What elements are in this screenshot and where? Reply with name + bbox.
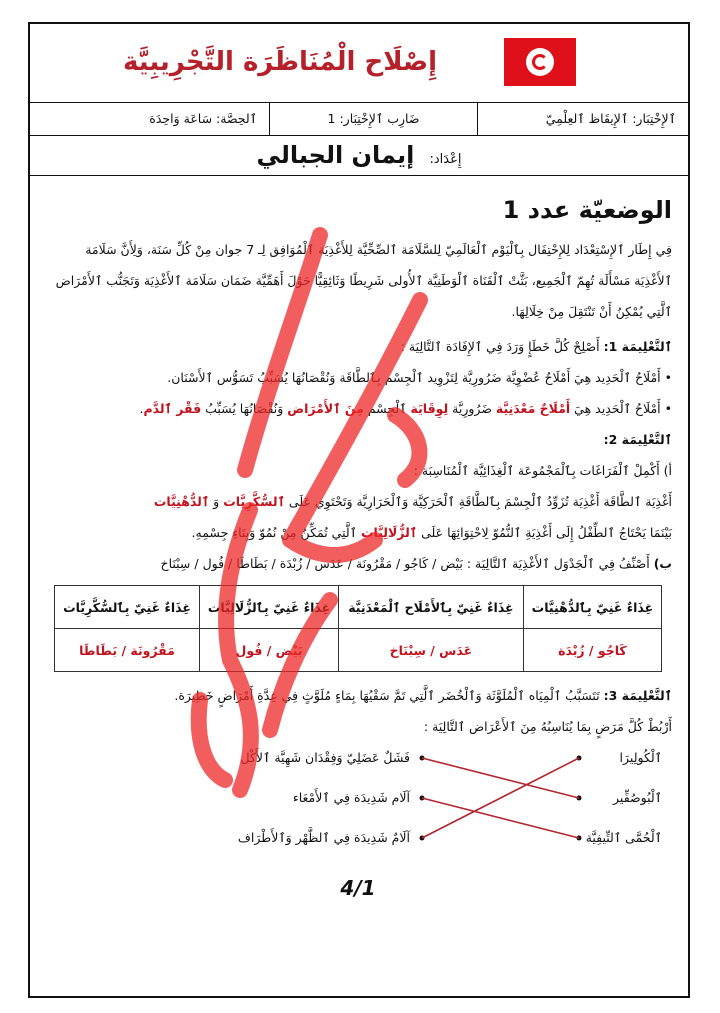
table-header-row (55, 586, 662, 629)
matching-exercise (44, 742, 672, 860)
intro-text: فِي إِطَار ٱلإِسْتِعْدَاد لِلإِحْتِفَال بِٱلْيَوْم ٱلْعَالَمِيّ لِلسَّلَامَة ٱلصِّحِّيَّة لِلأَغْذِيَة ٱلْمُوَافِق لِـ 7 جوان مِنْ كُلِّ سَنَة، وَلِأَنَّ سَلَامَة ٱلأَغْذِيَة مَسْأَلَة تُهِمّ ٱلْجَمِيع، بَثَّتْ ٱلْقَنَاة ٱلْوَطَنِيَّة ٱلأُولى شَرِيطًا وَثَائِقِيًّا حَوْلَ أَهَمِّيَّة ضَمَان سَلَامَة ٱلأَغْذِيَة وَتَجَنُّب ٱلأَمْرَاض ٱلَّتِي يُمْكِنُ أَنْ تَنْتَقِلَ مِنْ خِلَالِهَا. (55, 242, 672, 319)
table-cell: كَاجُو / زُبْدَة (523, 629, 661, 672)
page-title: إِصْلَاح الْمُنَاظَرَة التَّجْرِيبِيَّة (122, 47, 438, 77)
q2a-text: أ) أَكْمِلْ ٱلْفَرَاغَات بِٱلْمَجْمُوعَة ٱلْغِذَائِيَّة ٱلْمُنَاسِبَة : (413, 463, 672, 478)
food-classification-table (54, 585, 662, 672)
symptom-item: فَشَلٌ عَضَلِيّ وَفِقْدَان شَهِيَّة ٱلأَكْل (240, 750, 410, 765)
table-header: غِذَاءٌ غَنِيّ بِٱلسُّكَّرِيَّات (55, 586, 200, 629)
q3-label: ٱلتَّعْلِيمَة 3: (603, 688, 672, 703)
q2a-line1: أَغْذِيَة ٱلطَّاقَة أَغْذِيَة تُزَوِّدُ ٱلْجِسْمَ بِٱلطَّاقَةِ ٱلْحَرَكِيَّة وَٱلْحَرَارِيَّة وَتَحْتَوِي عَلَى ٱلسُّكَّرِيَّات وَ ٱلدُّهْنِيَّات (153, 494, 672, 509)
table-cell: عَدَس / سِبْنَاخ (339, 629, 524, 672)
match-line (422, 798, 579, 838)
exam-duration: ٱلحِصَّة: سَاعَة وَاحِدَة (149, 111, 257, 126)
header-title-row (30, 24, 688, 103)
disease-item: ٱلْحُمَّى ٱلتِّيفِيَّة (585, 830, 662, 845)
author-name: إيمان الجبالي (256, 141, 415, 169)
exam-subject: ٱلإِخْتِبَار: ٱلإِيقَاظ ٱلعِلْمِيّ (477, 102, 688, 135)
page-number: 4/1 (340, 876, 376, 900)
q3-text: تَتَسَبَّبُ ٱلْمِيَاه ٱلْمُلَوَّثَة وَٱلْخُضَر ٱلَّتِي تَمَّ سَقْيُهَا بِمَاءٍ مُلَوَّثٍ فِي عِدَّةِ أَمْرَاضٍ خَطِيرَة. (174, 688, 600, 703)
tunisia-flag-icon (504, 38, 576, 86)
header-info-row (30, 102, 688, 136)
match-line (422, 758, 579, 798)
table-header: غِذَاءٌ غَنِيّ بِٱلزُّلَالِيَّات (199, 586, 338, 629)
q2a-line2: بَيْنَمَا يَحْتَاجُ ٱلطِّفْلُ إِلَى أَغْذِيَةِ ٱلنُّمُوّ لِاحْتِوَائِهَا عَلَى ٱلزُّلَالِيَّات ٱلَّتِي تُمَكِّنُ مِنْ نُمُوّ وَبِنَاءِ جِسْمِهِ. (191, 525, 672, 540)
table-header: غِذَاءٌ غَنِيّ بِٱلدُّهْنِيَّات (523, 586, 661, 629)
table-row (55, 629, 662, 672)
disease-item: ٱلْبُوصُفِّير (613, 790, 662, 805)
table-cell: بَيْض / فُول (199, 629, 338, 672)
q3-instruction: أَرْبُطْ كُلَّ مَرَضٍ بِمَا يُنَاسِبُهُ مِنَ ٱلأَعْرَاض ٱلتَّالِيَة : (423, 719, 672, 734)
disease-item: ٱلْكُولِيرَا (619, 750, 662, 765)
symptom-item: آلَامٌ شَدِيدَة فِي ٱلظَّهْر وَٱلأَطْرَاف (237, 830, 410, 845)
situation-title: الوضعيّة عدد 1 (502, 196, 672, 224)
q1-label: ٱلتَّعْلِيمَة 1: (603, 339, 672, 354)
q1-text: أَصْلِحْ كُلَّ خَطَإٍ وَرَدَ فِي ٱلإِفَادَة ٱلتَّالِيَة : (400, 339, 600, 354)
q2-label: ٱلتَّعْلِيمَة 2: (603, 432, 672, 447)
author-row (30, 135, 688, 176)
author-label: إِعْدَاد: (429, 152, 462, 167)
q1-statement: • أَمْلَاحُ ٱلْحَدِيد هِيَ أَمْلَاحٌ عُضْوِيَّة ضَرُورِيَّة لِتَزْوِيد ٱلْجِسْم بِٱلطَّاقَة وَنُقْصَانُهَا يُسَبِّبُ تَسَوُّس ٱلأَسْنَان. (167, 370, 672, 385)
exam-coefficient: ضَارِب ٱلإِخْتِبَار: 1 (269, 102, 477, 135)
q1-answer: • أَمْلَاحُ ٱلْحَدِيد هِيَ أَمْلَاحٌ مَعْدَنِيَّة ضَرُورِيَّة لِوِقَايَة ٱلْجِسْم مِنَ ٱلأَمْرَاض وَنُقْصَانُهَا يُسَبِّبُ فَقْر ٱلدَّم. (139, 401, 672, 416)
table-header: غِذَاءٌ غَنِيّ بِٱلأَمْلَاح ٱلْمَعْدَنِيَّة (339, 586, 524, 629)
symptom-item: آلَام شَدِيدَة فِي ٱلأَمْعَاء (292, 790, 410, 805)
match-line (422, 758, 579, 838)
exam-page (28, 22, 690, 998)
q2b-text: ب) أَصْنِّفُ فِي ٱلْجَدْوَل ٱلأَغْذِيَة ٱلتَّالِيَة : بَيْض / كَاجُو / مَقْرُونَة / عَدَس / زُبْدَة / بَطَاطَا / فُول / سِبْنَاخ (160, 556, 672, 571)
table-cell: مَقْرُونَة / بَطَاطَا (55, 629, 200, 672)
crescent-star-icon (526, 48, 554, 76)
content (44, 192, 672, 902)
